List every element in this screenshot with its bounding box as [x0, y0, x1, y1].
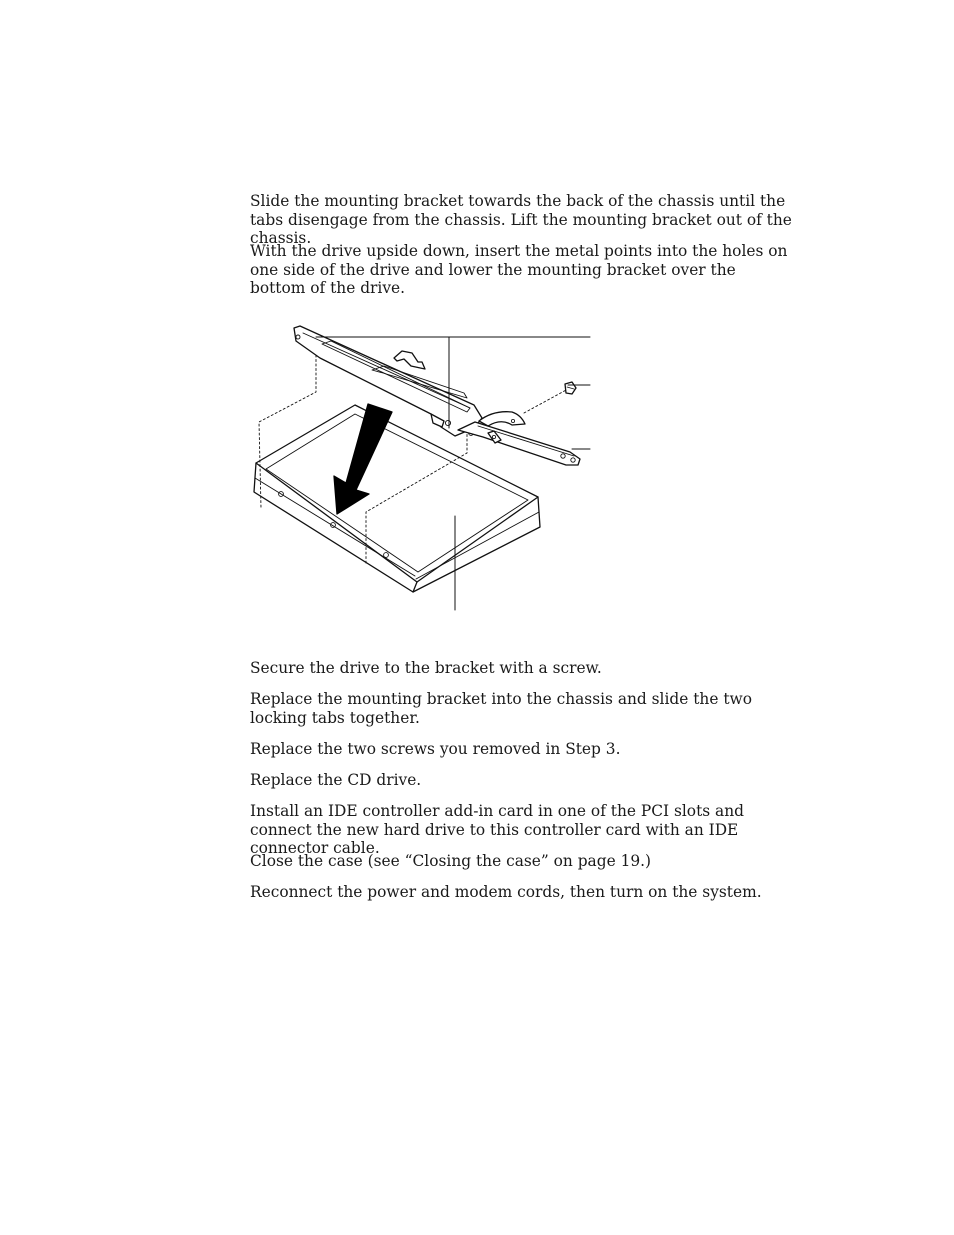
step-text-secure-drive: Secure the drive to the bracket with a screw.	[250, 659, 602, 677]
step-text-install-controller: Install an IDE controller add-in card in one of the PCI slots and connect the new hard drive to this controller card with an IDE connector cable.	[250, 802, 744, 857]
drive-bracket-illustration	[240, 318, 610, 620]
step-text-insert-drive: With the drive upside down, insert the metal points into the holes on one side of the drive and lower the mounting bracket over the bottom of the drive.	[250, 242, 788, 297]
step-text-close-case: Close the case (see “Closing the case” on page 19.)	[250, 852, 652, 870]
screw-icon	[565, 382, 576, 394]
step-text-replace-screws: Replace the two screws you removed in Step 3.	[250, 740, 621, 758]
step-text-replace-cd: Replace the CD drive.	[250, 771, 422, 789]
step-text-replace-bracket: Replace the mounting bracket into the chassis and slide the two locking tabs together.	[250, 690, 752, 727]
step-text-slide-bracket: Slide the mounting bracket towards the back of the chassis until the tabs disengage from the chassis. Lift the mounting bracket out of the chassis.	[250, 192, 792, 247]
step-text-reconnect-power: Reconnect the power and modem cords, then turn on the system.	[250, 883, 762, 901]
